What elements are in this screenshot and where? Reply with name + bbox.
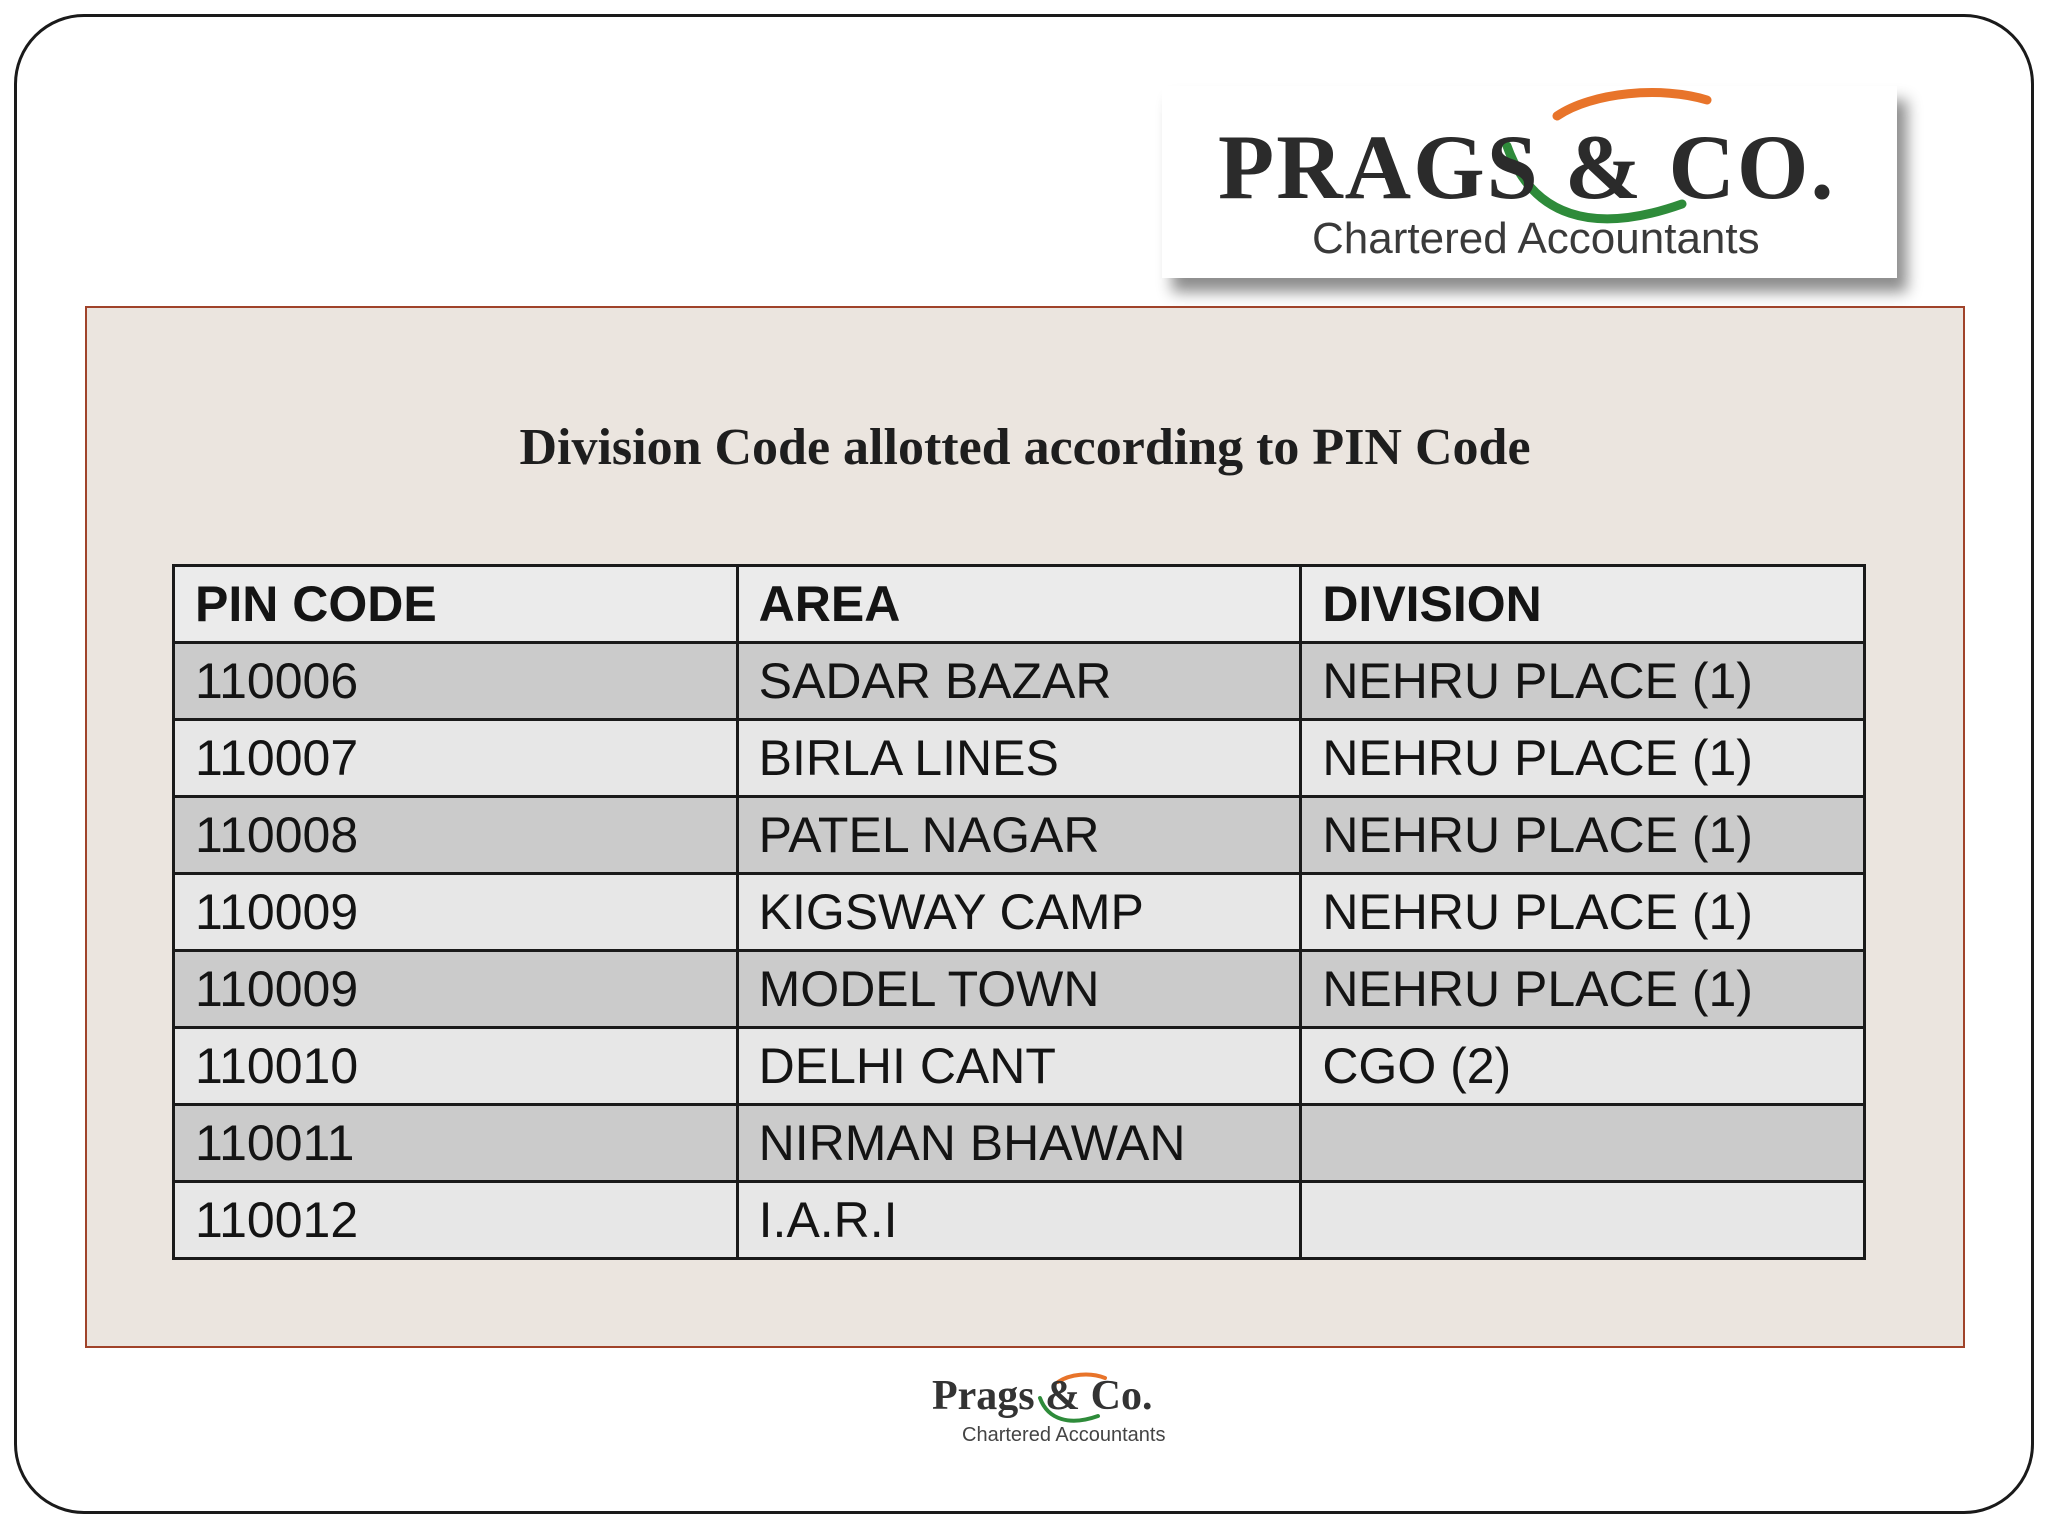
footer-logo-brand: Prags & Co. — [932, 1373, 1153, 1419]
division-cell — [1301, 1182, 1865, 1259]
content-panel — [85, 306, 1965, 1348]
area-cell: DELHI CANT — [737, 1028, 1301, 1105]
header-pin-code: PIN CODE — [174, 566, 738, 643]
pin-cell: 110010 — [174, 1028, 738, 1105]
division-cell — [1301, 1105, 1865, 1182]
table-row — [174, 1105, 1865, 1182]
area-cell: PATEL NAGAR — [737, 797, 1301, 874]
table-row — [174, 720, 1865, 797]
pin-cell: 110011 — [174, 1105, 738, 1182]
area-cell: KIGSWAY CAMP — [737, 874, 1301, 951]
footer-logo — [930, 1370, 1190, 1450]
logo-brand-text: PRAGS & CO. — [1218, 116, 1836, 218]
division-cell: NEHRU PLACE (1) — [1301, 951, 1865, 1028]
division-cell: NEHRU PLACE (1) — [1301, 720, 1865, 797]
pin-division-table — [172, 564, 1866, 1260]
pin-cell: 110006 — [174, 643, 738, 720]
division-cell: NEHRU PLACE (1) — [1301, 797, 1865, 874]
table-row — [174, 643, 1865, 720]
pin-cell: 110008 — [174, 797, 738, 874]
area-cell: I.A.R.I — [737, 1182, 1301, 1259]
pin-cell: 110009 — [174, 951, 738, 1028]
header-division: DIVISION — [1301, 566, 1865, 643]
pin-cell: 110007 — [174, 720, 738, 797]
area-cell: BIRLA LINES — [737, 720, 1301, 797]
division-cell: NEHRU PLACE (1) — [1301, 643, 1865, 720]
table-row — [174, 1028, 1865, 1105]
table-header-row — [174, 566, 1865, 643]
footer-logo-tagline: Chartered Accountants — [962, 1424, 1166, 1446]
table-row — [174, 1182, 1865, 1259]
pin-cell: 110009 — [174, 874, 738, 951]
logo-tagline: Chartered Accountants — [1312, 214, 1760, 263]
area-cell: MODEL TOWN — [737, 951, 1301, 1028]
area-cell: NIRMAN BHAWAN — [737, 1105, 1301, 1182]
area-cell: SADAR BAZAR — [737, 643, 1301, 720]
page-title: Division Code allotted according to PIN Code — [519, 419, 1531, 476]
table-row — [174, 951, 1865, 1028]
division-cell: NEHRU PLACE (1) — [1301, 874, 1865, 951]
company-logo — [1162, 86, 1897, 278]
division-cell: CGO (2) — [1301, 1028, 1865, 1105]
table-row — [174, 874, 1865, 951]
pin-cell: 110012 — [174, 1182, 738, 1259]
table-row — [174, 797, 1865, 874]
header-area: AREA — [737, 566, 1301, 643]
